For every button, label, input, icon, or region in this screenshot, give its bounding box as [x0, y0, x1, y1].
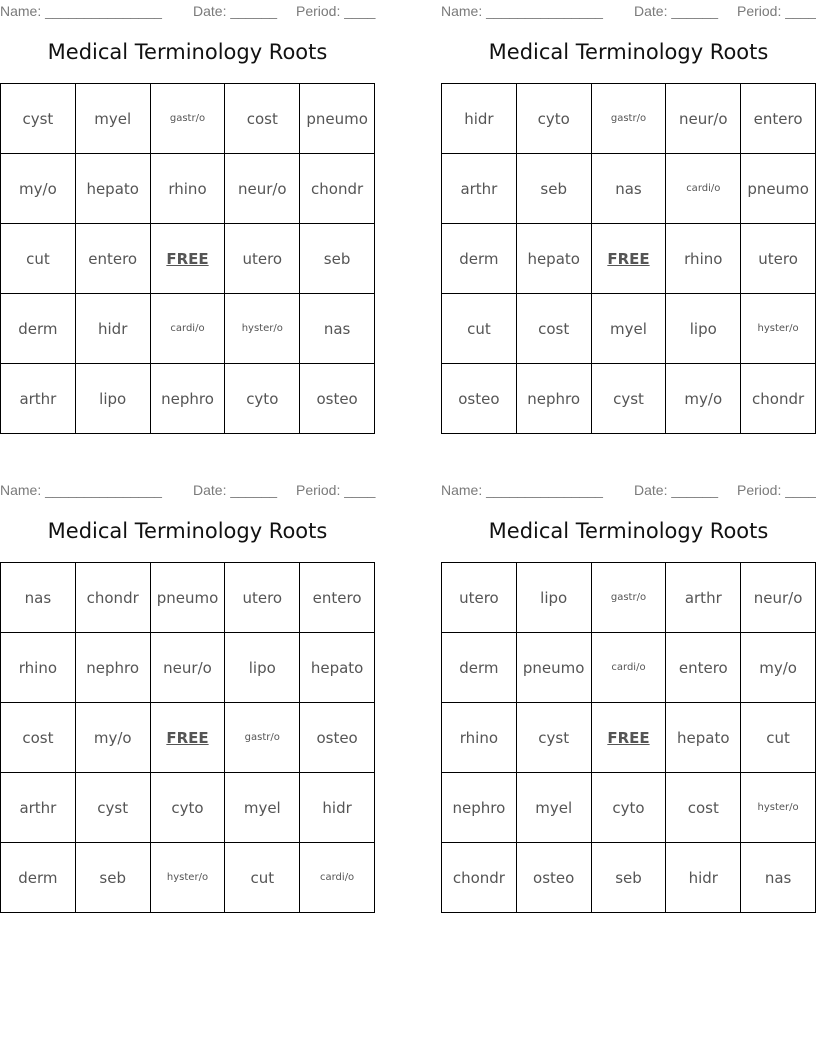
- date-field-label: Date: ______: [634, 482, 719, 498]
- bingo-cell: utero: [225, 563, 300, 633]
- bingo-cell: gastr/o: [151, 84, 226, 154]
- bingo-card-3: [0, 479, 375, 913]
- bingo-cell: cyst: [76, 773, 151, 843]
- bingo-grid: [441, 562, 816, 913]
- bingo-cell: chondr: [442, 843, 517, 913]
- bingo-cell: cost: [225, 84, 300, 154]
- bingo-cell: arthr: [666, 563, 741, 633]
- bingo-cell: cost: [517, 294, 592, 364]
- bingo-cell: nephro: [442, 773, 517, 843]
- date-field-label: Date: ______: [193, 3, 278, 19]
- bingo-cell: cost: [1, 703, 76, 773]
- bingo-cell: cyto: [592, 773, 667, 843]
- bingo-cell: chondr: [300, 154, 375, 224]
- bingo-card-2: [441, 0, 816, 434]
- bingo-cell: chondr: [76, 563, 151, 633]
- bingo-cell: neur/o: [151, 633, 226, 703]
- card-header: [0, 0, 375, 20]
- bingo-cell: gastr/o: [592, 84, 667, 154]
- bingo-cell: hepato: [300, 633, 375, 703]
- bingo-cell: myel: [225, 773, 300, 843]
- bingo-cell: arthr: [442, 154, 517, 224]
- free-space-cell: FREE: [151, 224, 226, 294]
- bingo-cell: arthr: [1, 364, 76, 434]
- bingo-cell: chondr: [741, 364, 816, 434]
- bingo-cell: entero: [300, 563, 375, 633]
- date-field-label: Date: ______: [193, 482, 278, 498]
- bingo-cell: hyster/o: [225, 294, 300, 364]
- card-header: [441, 0, 816, 20]
- period-field-label: Period: ____: [296, 482, 376, 498]
- bingo-cell: cut: [225, 843, 300, 913]
- bingo-cell: rhino: [151, 154, 226, 224]
- bingo-cell: derm: [442, 633, 517, 703]
- bingo-cell: cyto: [225, 364, 300, 434]
- bingo-cell: nas: [592, 154, 667, 224]
- bingo-cell: utero: [442, 563, 517, 633]
- bingo-cell: cardi/o: [666, 154, 741, 224]
- bingo-cell: hidr: [442, 84, 517, 154]
- bingo-cell: hepato: [76, 154, 151, 224]
- bingo-cell: hyster/o: [741, 773, 816, 843]
- bingo-cell: hepato: [666, 703, 741, 773]
- bingo-cell: hidr: [300, 773, 375, 843]
- bingo-cell: cardi/o: [592, 633, 667, 703]
- bingo-cell: rhino: [442, 703, 517, 773]
- bingo-cell: myel: [517, 773, 592, 843]
- bingo-cell: hidr: [76, 294, 151, 364]
- bingo-cell: lipo: [666, 294, 741, 364]
- bingo-cell: nas: [300, 294, 375, 364]
- bingo-cell: cut: [1, 224, 76, 294]
- bingo-cell: utero: [225, 224, 300, 294]
- bingo-cell: hepato: [517, 224, 592, 294]
- name-field-label: Name: _______________: [441, 482, 603, 498]
- bingo-cell: cyto: [151, 773, 226, 843]
- bingo-cell: nephro: [151, 364, 226, 434]
- bingo-cell: cyto: [517, 84, 592, 154]
- bingo-cell: entero: [76, 224, 151, 294]
- bingo-cell: myel: [592, 294, 667, 364]
- card-title: Medical Terminology Roots: [488, 40, 769, 64]
- bingo-cell: my/o: [741, 633, 816, 703]
- bingo-cell: osteo: [300, 364, 375, 434]
- bingo-cell: derm: [1, 294, 76, 364]
- bingo-cell: osteo: [300, 703, 375, 773]
- bingo-cell: cyst: [592, 364, 667, 434]
- bingo-cell: lipo: [225, 633, 300, 703]
- bingo-cell: seb: [76, 843, 151, 913]
- bingo-card-4: [441, 479, 816, 913]
- period-field-label: Period: ____: [737, 3, 816, 19]
- bingo-cell: arthr: [1, 773, 76, 843]
- free-space-cell: FREE: [592, 224, 667, 294]
- bingo-cell: nephro: [76, 633, 151, 703]
- bingo-cell: nas: [1, 563, 76, 633]
- bingo-cell: entero: [666, 633, 741, 703]
- bingo-cell: cardi/o: [151, 294, 226, 364]
- bingo-cell: osteo: [517, 843, 592, 913]
- bingo-grid: [441, 83, 816, 434]
- free-space-cell: FREE: [592, 703, 667, 773]
- bingo-cell: seb: [300, 224, 375, 294]
- bingo-cell: nephro: [517, 364, 592, 434]
- bingo-cell: cyst: [517, 703, 592, 773]
- bingo-cell: rhino: [666, 224, 741, 294]
- bingo-cell: neur/o: [666, 84, 741, 154]
- bingo-cell: neur/o: [741, 563, 816, 633]
- bingo-cell: cut: [741, 703, 816, 773]
- bingo-cell: derm: [442, 224, 517, 294]
- period-field-label: Period: ____: [296, 3, 376, 19]
- bingo-cell: myel: [76, 84, 151, 154]
- bingo-cell: hyster/o: [151, 843, 226, 913]
- bingo-cell: seb: [592, 843, 667, 913]
- bingo-cell: entero: [741, 84, 816, 154]
- bingo-cell: gastr/o: [592, 563, 667, 633]
- bingo-cell: pneumo: [741, 154, 816, 224]
- free-space-cell: FREE: [151, 703, 226, 773]
- bingo-cell: cyst: [1, 84, 76, 154]
- bingo-cell: derm: [1, 843, 76, 913]
- bingo-card-1: [0, 0, 375, 434]
- name-field-label: Name: _______________: [0, 482, 162, 498]
- bingo-cell: pneumo: [151, 563, 226, 633]
- bingo-cell: gastr/o: [225, 703, 300, 773]
- bingo-cell: my/o: [1, 154, 76, 224]
- bingo-cell: hyster/o: [741, 294, 816, 364]
- bingo-cell: cost: [666, 773, 741, 843]
- bingo-cell: cut: [442, 294, 517, 364]
- bingo-cell: nas: [741, 843, 816, 913]
- card-title: Medical Terminology Roots: [488, 519, 769, 543]
- bingo-cell: my/o: [76, 703, 151, 773]
- bingo-grid: [0, 562, 375, 913]
- bingo-cell: pneumo: [300, 84, 375, 154]
- bingo-grid: [0, 83, 375, 434]
- name-field-label: Name: _______________: [441, 3, 603, 19]
- bingo-cell: rhino: [1, 633, 76, 703]
- bingo-cell: osteo: [442, 364, 517, 434]
- bingo-cell: lipo: [517, 563, 592, 633]
- period-field-label: Period: ____: [737, 482, 816, 498]
- bingo-cell: neur/o: [225, 154, 300, 224]
- card-header: [441, 479, 816, 499]
- bingo-cell: pneumo: [517, 633, 592, 703]
- card-title: Medical Terminology Roots: [47, 519, 328, 543]
- card-header: [0, 479, 375, 499]
- bingo-cell: hidr: [666, 843, 741, 913]
- bingo-cell: lipo: [76, 364, 151, 434]
- bingo-cell: cardi/o: [300, 843, 375, 913]
- bingo-cell: utero: [741, 224, 816, 294]
- bingo-cell: seb: [517, 154, 592, 224]
- bingo-cell: my/o: [666, 364, 741, 434]
- name-field-label: Name: _______________: [0, 3, 162, 19]
- date-field-label: Date: ______: [634, 3, 719, 19]
- card-title: Medical Terminology Roots: [47, 40, 328, 64]
